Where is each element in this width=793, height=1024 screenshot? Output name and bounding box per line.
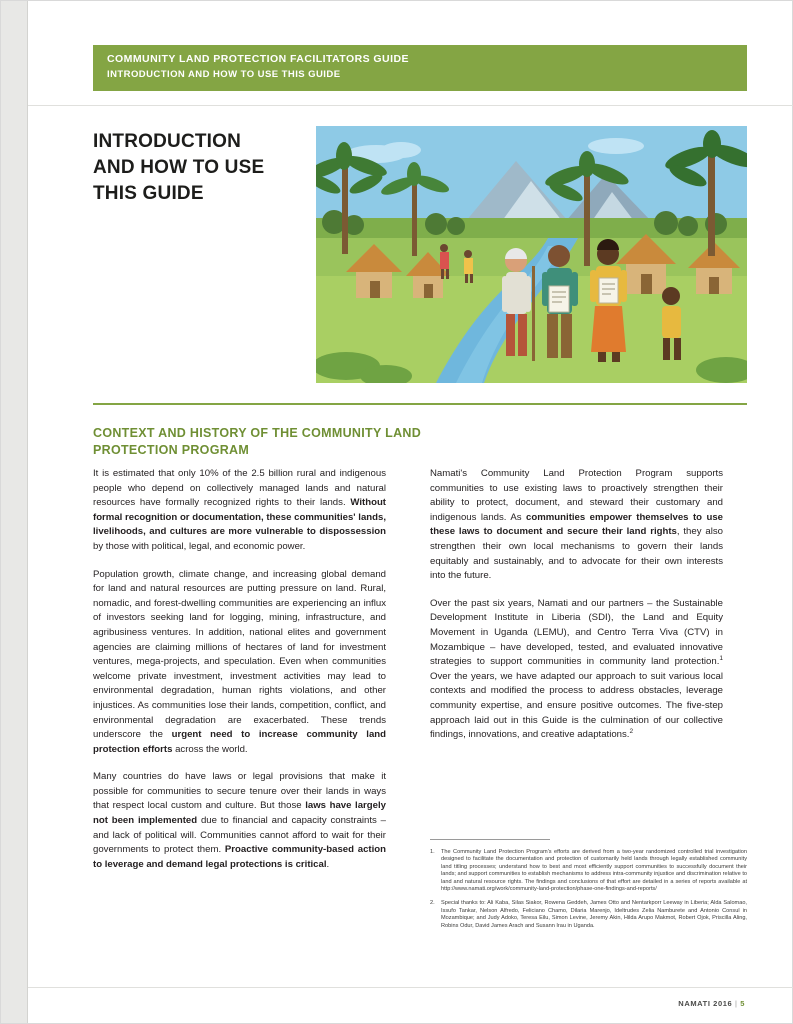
page-left-gutter: [1, 1, 28, 1023]
body-paragraph: Many countries do have laws or legal provisions that make it possible for communities to secure tenure over their lands in ways that respect local custom and culture. But those laws have largely not been implemented due to financial and capacity constraints – and lack of political will. Communities cannot afford to wait for their governments to protect them. Proactive community-based action to leverage and demand legal protections is critical.: [93, 771, 387, 870]
footnote-number: 1.: [430, 849, 435, 855]
running-header-band: [93, 45, 747, 91]
footer-page-number: 5: [740, 999, 745, 1008]
body-column-right: [430, 467, 723, 756]
body-paragraph: It is estimated that only 10% of the 2.5 billion rural and indigenous people who depend on collectively managed lands and natural resources have formally recognized rights to their lands. Without formal recognition or documentation, these communities' lands, livelihoods, and cultures are more vulnerable to dispossession by those with political, legal, and economic power.: [93, 468, 386, 552]
footer-publisher: NAMATI 2016: [678, 999, 733, 1008]
footnote-item: [430, 900, 747, 930]
running-header-subtitle: INTRODUCTION AND HOW TO USE THIS GUIDE: [107, 69, 341, 80]
community-village-illustration: [316, 126, 747, 383]
running-header-title: COMMUNITY LAND PROTECTION FACILITATORS GUIDE: [107, 53, 409, 65]
footnotes-block: [430, 849, 747, 937]
section-divider: [93, 403, 747, 405]
section-heading: CONTEXT AND HISTORY OF THE COMMUNITY LAND PROTECTION PROGRAM: [93, 426, 422, 457]
footer-divider: [28, 987, 793, 988]
body-paragraph: Over the past six years, Namati and our partners – the Sustainable Development Institute in Liberia (SDI), the Land and Equity Movement in Uganda (LEMU), and Centro Terra Viva (CTV) in Mozambique – have developed, tested, and evaluated innovative strategies to support communities in community land protection.$^1$ Over the years, we have adapted our approach to suit various local contexts and modified the process to address obstacles, leverage community expertise, and ensure positive outcomes. The five-step approach laid out in this Guide is the culmination of our collective findings, innovations, and creative adaptations.$^2$: [430, 597, 723, 741]
footer-separator: |: [734, 999, 738, 1008]
page-title-line: AND HOW TO USE: [93, 157, 265, 178]
footnote-text: Special thanks to: Ali Kaba, Silas Siakor, Rowena Geddeh, James Otto and Nentarkporr Leeway in Liberia; Alda Salomao, Issufo Tankar, Nelson Alfredo, Feliciano Chamo, Dilaria Marenjo, Ideltrudes Zelia Namburete and Antonio Consul in Mozambique; and Judy Adoko, Teresa Eilu, Simon Levine, Jeremy Akin, Hilda Arupo Makmot, Robert Ojok, Priscilla Aling, Robins Odur, David James Arach and Susann Irau in Uganda.: [441, 900, 747, 929]
body-paragraph: Population growth, climate change, and increasing global demand for land and natural resources are putting pressure on land. Rural, nomadic, and forest-dwelling communities are experiencing an influx of investors seeking land for logging, mining, infrastructure, and agribusiness ventures. In addition, national elites and government agencies are claiming millions of hectares of land for investment ventures, mega-projects, and speculation. Even when communities welcome private investment, investment activities may lead to environmental degradation, human rights violations, and other injustices. As communities lose their lands, competition, conflict, and environmental degradation are exacerbated. These trends underscore the urgent need to increase community land protection efforts across the world.: [93, 568, 387, 755]
page-title-line: INTRODUCTION: [93, 131, 242, 152]
footnote-number: 2.: [430, 900, 435, 907]
footnote-divider: [430, 839, 550, 840]
page-title-line: THIS GUIDE: [93, 183, 204, 204]
body-paragraph: Namati's Community Land Protection Program supports communities to use existing laws to proactively strengthen their ability to protect, document, and steward their customary and indigenous lands. As communities empower themselves to use these laws to document and secure their land rights, they also strengthen their own local mechanisms to govern their lands equitably and sustainably, and to advocate for their own interests into the future.: [430, 468, 724, 582]
footnote-text: The Community Land Protection Program's efforts are derived from a two-year randomized controlled trial investigation designed to facilitate the documentation and protection of customarily held lands through legally established community land titling processes; understand how to best and most efficiently support communities to successfully document their lands; and support communities to establish mechanisms to address intra-community injustice and discrimination relative to land and natural resource rights. The findings and conclusions of that effort are detailed in a series of reports available at http://www.namati.org/work/community-land-protection/phase-one-findings-and-reports/: [441, 849, 747, 893]
page-title: [93, 129, 293, 207]
footnote-item: [430, 849, 747, 893]
body-column-left: [93, 467, 386, 885]
page-footer: [678, 999, 745, 1008]
header-divider: [28, 105, 793, 106]
